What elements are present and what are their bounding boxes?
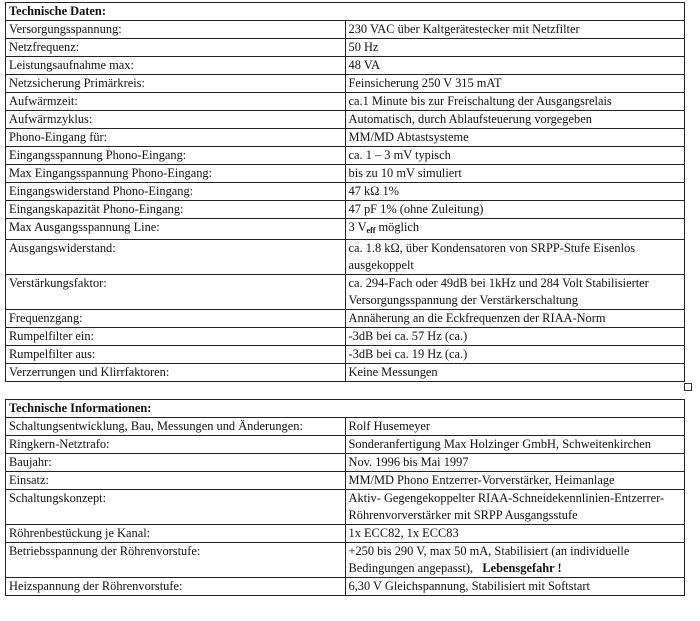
row-value: Annäherung an die Eckfrequenzen der RIAA-Norm [345, 310, 685, 328]
row-value: Automatisch, durch Ablaufsteuerung vorgegeben [345, 111, 685, 129]
row-value: Nov. 1996 bis Mai 1997 [345, 454, 685, 472]
row-label: Einsatz: [6, 472, 346, 490]
value-subscript: eff [366, 226, 376, 235]
table-row [6, 93, 685, 111]
row-value: Sonderanfertigung Max Holzinger GmbH, Schweitenkirchen [345, 436, 685, 454]
row-label: Betriebsspannung der Röhrenvorstufe: [6, 543, 346, 578]
table-row [6, 129, 685, 147]
technical-data-table [5, 2, 685, 382]
row-label: Ringkern-Netztrafo: [6, 436, 346, 454]
table-row [6, 346, 685, 364]
table-row [6, 39, 685, 57]
table-row [6, 21, 685, 39]
technical-data-header: Technische Daten: [6, 3, 685, 21]
row-label: Verstärkungsfaktor: [6, 275, 346, 310]
row-label: Heizspannung der Röhrenvorstufe: [6, 578, 346, 596]
danger-warning: Lebensgefahr ! [482, 561, 562, 575]
table-row [6, 201, 685, 219]
table-row [6, 183, 685, 201]
table-row [6, 147, 685, 165]
table-row [6, 240, 685, 275]
table-row [6, 578, 685, 596]
row-label: Phono-Eingang für: [6, 129, 346, 147]
row-value: Feinsicherung 250 V 315 mAT [345, 75, 685, 93]
table-row [6, 525, 685, 543]
row-label: Eingangswiderstand Phono-Eingang: [6, 183, 346, 201]
row-value: bis zu 10 mV simuliert [345, 165, 685, 183]
table-row [6, 454, 685, 472]
table-row [6, 111, 685, 129]
row-value: ca.1 Minute bis zur Freischaltung der Ausgangsrelais [345, 93, 685, 111]
technical-information-table [5, 399, 685, 596]
value-prefix: 3 V [348, 220, 367, 234]
row-value: 1x ECC82, 1x ECC83 [345, 525, 685, 543]
row-value: 230 VAC über Kaltgerätestecker mit Netzfilter [345, 21, 685, 39]
table-row [6, 75, 685, 93]
table-row [6, 57, 685, 75]
row-value: Keine Messungen [345, 364, 685, 382]
row-label: Versorgungsspannung: [6, 21, 346, 39]
row-label: Netzfrequenz: [6, 39, 346, 57]
row-value [345, 543, 685, 578]
row-value: 47 kΩ 1% [345, 183, 685, 201]
table-row [6, 310, 685, 328]
row-label: Max Ausgangsspannung Line: [6, 219, 346, 240]
row-value: Rolf Husemeyer [345, 418, 685, 436]
row-label: Rumpelfilter aus: [6, 346, 346, 364]
row-value: MM/MD Phono Entzerrer-Vorverstärker, Heimanlage [345, 472, 685, 490]
row-value: 48 VA [345, 57, 685, 75]
technical-information-header: Technische Informationen: [6, 400, 685, 418]
row-label: Eingangskapazität Phono-Eingang: [6, 201, 346, 219]
table-row [6, 490, 685, 525]
row-value: ca. 1.8 kΩ, über Kondensatoren von SRPP-Stufe Eisenlos ausgekoppelt [345, 240, 685, 275]
table-row [6, 436, 685, 454]
row-value: Aktiv- Gegengekoppelter RIAA-Schneidekennlinien-Entzerrer-Röhrenvorverstärker mit SRPP Ausgangsstufe [345, 490, 685, 525]
row-label: Leistungsaufnahme max: [6, 57, 346, 75]
row-label: Rumpelfilter ein: [6, 328, 346, 346]
table-row [6, 472, 685, 490]
row-value: 6,30 V Gleichspannung, Stabilisiert mit Softstart [345, 578, 685, 596]
row-label: Röhrenbestückung je Kanal: [6, 525, 346, 543]
row-label: Aufwärmzeit: [6, 93, 346, 111]
row-value: ca. 1 – 3 mV typisch [345, 147, 685, 165]
row-value: MM/MD Abtastsysteme [345, 129, 685, 147]
row-value: 50 Hz [345, 39, 685, 57]
row-label: Baujahr: [6, 454, 346, 472]
row-value: -3dB bei ca. 57 Hz (ca.) [345, 328, 685, 346]
value-suffix: möglich [375, 220, 420, 234]
row-label: Verzerrungen und Klirrfaktoren: [6, 364, 346, 382]
row-value: -3dB bei ca. 19 Hz (ca.) [345, 346, 685, 364]
row-label: Aufwärmzyklus: [6, 111, 346, 129]
table-row [6, 328, 685, 346]
table-row [6, 418, 685, 436]
operating-voltage-text: +250 bis 290 V, max 50 mA, Stabilisiert (an individuelle Bedingungen angepasst), [348, 544, 630, 575]
table-row [6, 543, 685, 578]
table-row [6, 165, 685, 183]
row-label: Eingangsspannung Phono-Eingang: [6, 147, 346, 165]
table-header-row [6, 400, 685, 418]
row-value: ca. 294-Fach oder 49dB bei 1kHz und 284 Volt Stabilisierter Versorgungsspannung der Verstärkerschaltung [345, 275, 685, 310]
table-row [6, 219, 685, 240]
row-label: Max Eingangsspannung Phono-Eingang: [6, 165, 346, 183]
table-header-row [6, 3, 685, 21]
row-label: Netzsicherung Primärkreis: [6, 75, 346, 93]
row-value [345, 219, 685, 240]
table-end-marker [684, 383, 692, 391]
row-label: Schaltungsentwicklung, Bau, Messungen und Änderungen: [6, 418, 346, 436]
row-label: Schaltungskonzept: [6, 490, 346, 525]
table-row [6, 364, 685, 382]
table-row [6, 275, 685, 310]
row-value: 47 pF 1% (ohne Zuleitung) [345, 201, 685, 219]
row-label: Frequenzgang: [6, 310, 346, 328]
row-label: Ausgangswiderstand: [6, 240, 346, 275]
